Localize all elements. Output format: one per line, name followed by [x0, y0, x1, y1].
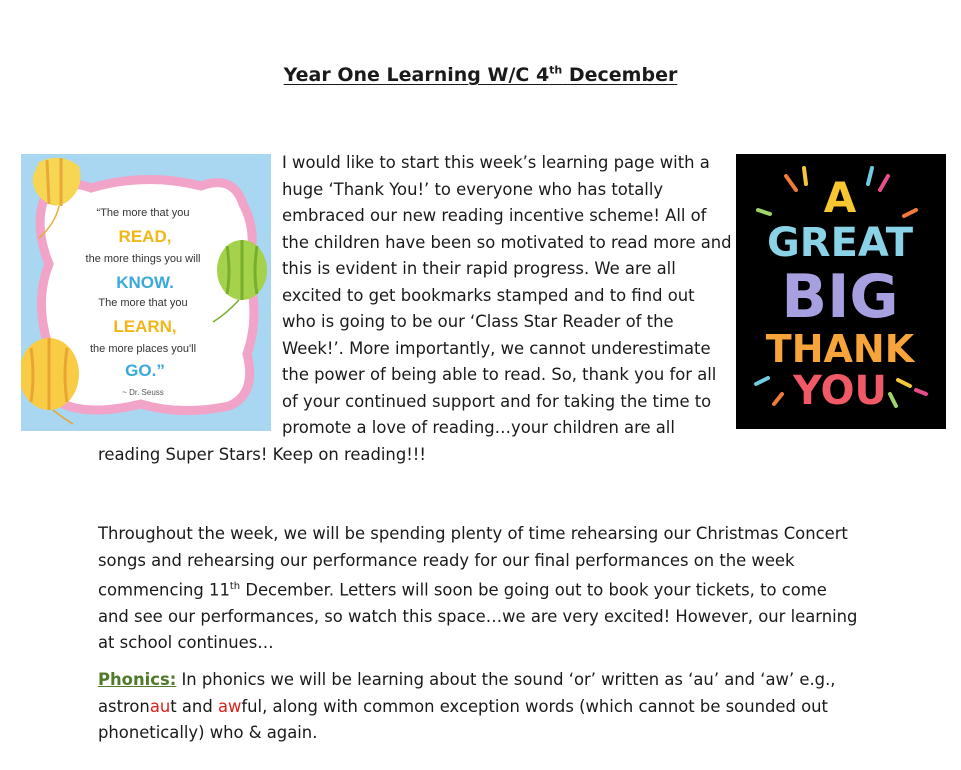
intro-line: the children have been so motivated to read more and: [282, 233, 732, 252]
dr-seuss-quote-image: [21, 154, 271, 431]
intro-line: huge ‘Thank You!’ to everyone who has totally: [282, 180, 664, 199]
concert-paragraph: Throughout the week, we will be spending plenty of time rehearsing our Christmas Concert songs and rehearsing our performance ready for our final performances on the week commencing 11th December. Letters will soon be going out to book your tickets, to come and see our performances, so watch this space…we are very excited! However, our learning at school continues…: [98, 524, 858, 653]
intro-line: I would like to start this week’s learning page with a: [282, 153, 710, 172]
highlight-au: au: [149, 696, 171, 716]
quote-line-2: the more things you will: [85, 253, 201, 265]
phonics-paragraph: Phonics: In phonics we will be learning about the sound ‘or’ written as ‘au’ and ‘aw’ e.g., astronaut and awful, along with common exception words (which cannot be sounded out phonetically) who & again.: [98, 670, 836, 742]
page-title: Year One Learning W/C 4th December: [283, 64, 678, 87]
highlight-aw: aw: [217, 696, 242, 716]
intro-last-line: reading Super Stars! Keep on reading!!!: [98, 445, 426, 464]
quote-line-4: the more places you'll: [89, 343, 197, 355]
quote-line-3: The more that you: [98, 297, 188, 309]
word-a: A: [823, 173, 857, 222]
quote-line-1: “The more that you: [96, 207, 190, 219]
quote-author: ~ Dr. Seuss: [122, 388, 164, 397]
word-thank: THANK: [765, 327, 915, 371]
intro-line: embraced our new reading incentive scheme! All of: [282, 206, 707, 225]
word-big: BIG: [781, 262, 899, 332]
quote-word-learn: LEARN,: [113, 317, 177, 336]
intro-line: excited to get bookmarks stamped and to find out: [282, 286, 695, 305]
word-you: YOU: [792, 368, 888, 414]
intro-line: the power of being able to read. So, thank you for all: [282, 365, 717, 384]
intro-line: this is evident in their rapid progress. We are all: [282, 259, 676, 278]
intro-line: who is going to be our ‘Class Star Reader of the: [282, 312, 674, 331]
word-great: GREAT: [766, 220, 914, 266]
quote-word-read: READ,: [118, 227, 172, 246]
phonics-label: Phonics:: [98, 670, 177, 689]
quote-word-know: KNOW.: [116, 273, 174, 292]
quote-word-go: GO.”: [125, 361, 165, 380]
intro-line: of your continued support and for taking the time to: [282, 392, 712, 411]
great-big-thank-you-image: [736, 154, 946, 429]
intro-line: promote a love of reading…your children are all: [282, 418, 675, 437]
intro-line: Week!’. More importantly, we cannot underestimate: [282, 339, 711, 358]
